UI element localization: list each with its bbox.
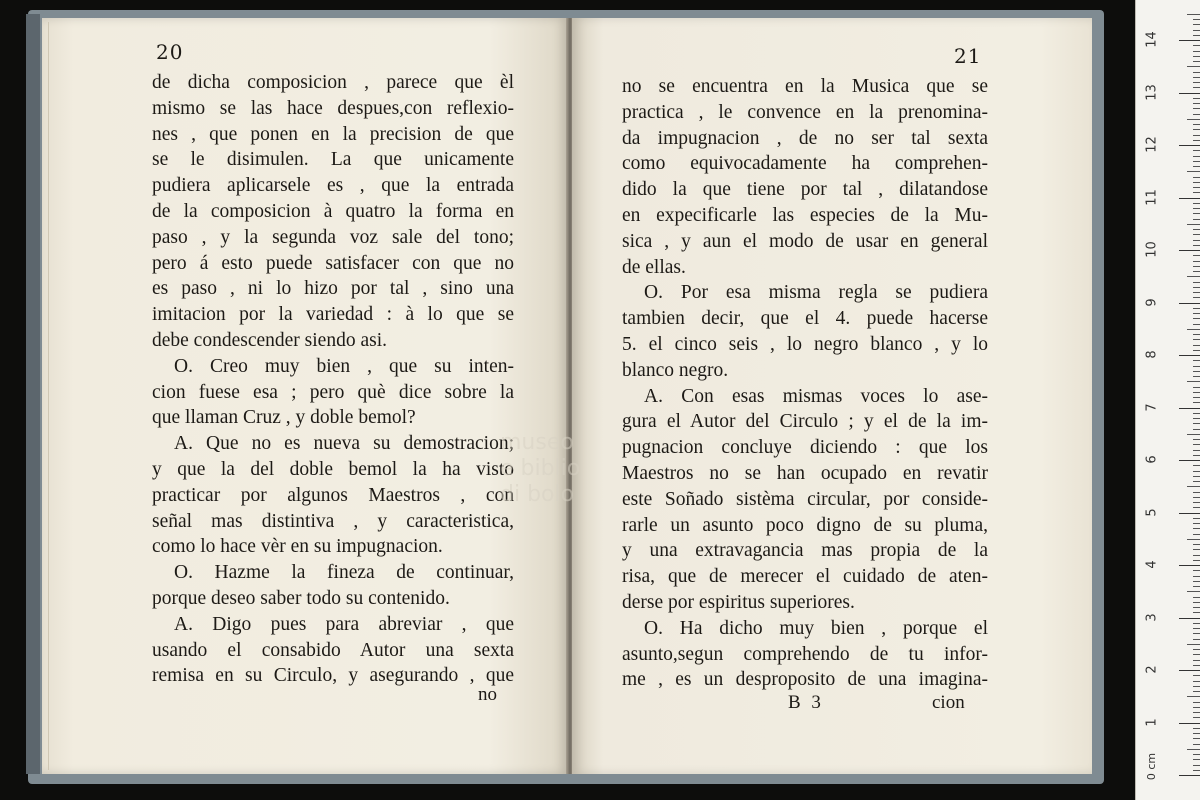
page-text bbox=[622, 74, 988, 693]
ruler-tick bbox=[1193, 681, 1200, 682]
ruler-tick bbox=[1193, 245, 1200, 246]
ruler-label: 7 bbox=[1144, 402, 1160, 412]
ruler-tick bbox=[1193, 770, 1200, 771]
ruler-tick bbox=[1193, 182, 1200, 183]
text-line: practica , le convence en la prenomina- bbox=[622, 101, 988, 123]
ruler-tick bbox=[1193, 570, 1200, 571]
ruler-tick bbox=[1193, 534, 1200, 535]
ruler-tick bbox=[1193, 392, 1200, 393]
ruler-tick bbox=[1193, 759, 1200, 760]
text-line: remisa en su Circulo, y asegurando , que bbox=[152, 665, 514, 687]
text-line: risa, que de merecer el cuidado de aten- bbox=[622, 566, 988, 588]
catchword: cion bbox=[932, 692, 965, 713]
ruler-tick bbox=[1193, 612, 1200, 613]
text-line: pero á esto puede satisfacer con que no bbox=[152, 252, 514, 274]
ruler-tick bbox=[1193, 77, 1200, 78]
ruler-tick bbox=[1193, 481, 1200, 482]
text-line: O. Hazme la fineza de continuar, bbox=[174, 562, 514, 584]
page-number: 20 bbox=[156, 40, 184, 64]
ruler-tick bbox=[1193, 24, 1200, 25]
text-line: blanco negro. bbox=[622, 359, 729, 381]
ruler-tick bbox=[1193, 387, 1200, 388]
ruler-tick bbox=[1193, 633, 1200, 634]
ruler-tick bbox=[1193, 255, 1200, 256]
text-line: A. Digo pues para abreviar , que bbox=[174, 613, 514, 635]
ruler-tick bbox=[1187, 66, 1200, 67]
text-line: cion fuese esa ; pero què dice sobre la bbox=[152, 381, 514, 403]
ruler-tick bbox=[1193, 360, 1200, 361]
ruler-label: 13 bbox=[1144, 83, 1160, 101]
ruler-tick bbox=[1179, 40, 1200, 41]
ruler-tick bbox=[1193, 502, 1200, 503]
ruler-tick bbox=[1193, 292, 1200, 293]
watermark-line: e biblio bbox=[500, 456, 581, 481]
ruler-tick bbox=[1179, 145, 1200, 146]
measurement-ruler bbox=[1135, 0, 1200, 800]
ruler-label: 5 bbox=[1144, 507, 1160, 517]
ruler-tick bbox=[1193, 156, 1200, 157]
ruler-tick bbox=[1193, 129, 1200, 130]
ruler-tick bbox=[1193, 124, 1200, 125]
ruler-tick bbox=[1193, 744, 1200, 745]
text-line: A. Con esas mismas voces lo ase- bbox=[644, 385, 988, 407]
ruler-tick bbox=[1193, 318, 1200, 319]
text-line: y que la del doble bemol la ha visto bbox=[152, 458, 514, 480]
ruler-tick bbox=[1187, 434, 1200, 435]
ruler-tick bbox=[1193, 208, 1200, 209]
ruler-tick bbox=[1193, 555, 1200, 556]
ruler-tick bbox=[1179, 723, 1200, 724]
ruler-tick bbox=[1193, 187, 1200, 188]
ruler-tick bbox=[1179, 565, 1200, 566]
ruler-tick bbox=[1193, 166, 1200, 167]
ruler-tick bbox=[1193, 51, 1200, 52]
ruler-label: 3 bbox=[1144, 612, 1160, 622]
ruler-tick bbox=[1193, 350, 1200, 351]
ruler-tick bbox=[1187, 486, 1200, 487]
ruler-tick bbox=[1193, 72, 1200, 73]
ruler-tick bbox=[1193, 61, 1200, 62]
ruler-tick bbox=[1193, 660, 1200, 661]
ruler-tick bbox=[1193, 465, 1200, 466]
ruler-tick bbox=[1193, 108, 1200, 109]
ruler-tick bbox=[1193, 82, 1200, 83]
text-line: O. Creo muy bien , que su inten- bbox=[174, 355, 514, 377]
ruler-tick bbox=[1187, 644, 1200, 645]
text-line: que llaman Cruz , y doble bemol? bbox=[152, 407, 416, 429]
text-line: de ellas. bbox=[622, 256, 686, 278]
ruler-tick bbox=[1193, 439, 1200, 440]
ruler-tick bbox=[1193, 707, 1200, 708]
ruler-tick bbox=[1193, 219, 1200, 220]
ruler-tick bbox=[1193, 234, 1200, 235]
ruler-tick bbox=[1193, 497, 1200, 498]
text-line: este Soñado sistèma circular, por conside- bbox=[622, 488, 988, 510]
ruler-tick bbox=[1193, 371, 1200, 372]
ruler-tick bbox=[1193, 576, 1200, 577]
ruler-tick bbox=[1187, 14, 1200, 15]
ruler-tick bbox=[1193, 675, 1200, 676]
text-line: pudiera aplicarsele es , que la entrada bbox=[152, 175, 514, 197]
ruler-tick bbox=[1179, 618, 1200, 619]
ruler-tick bbox=[1193, 738, 1200, 739]
ruler-tick bbox=[1187, 276, 1200, 277]
ruler-tick bbox=[1187, 539, 1200, 540]
ruler-tick bbox=[1193, 229, 1200, 230]
ruler-tick bbox=[1193, 308, 1200, 309]
ruler-tick bbox=[1193, 140, 1200, 141]
watermark bbox=[500, 430, 630, 508]
ruler-tick bbox=[1193, 345, 1200, 346]
ruler-tick bbox=[1193, 192, 1200, 193]
ruler-tick bbox=[1193, 56, 1200, 57]
ruler-tick bbox=[1193, 339, 1200, 340]
ruler-tick bbox=[1193, 712, 1200, 713]
ruler-tick bbox=[1193, 544, 1200, 545]
ruler-tick bbox=[1193, 607, 1200, 608]
ruler-tick bbox=[1179, 250, 1200, 251]
ruler-tick bbox=[1193, 366, 1200, 367]
ruler-tick bbox=[1193, 717, 1200, 718]
ruler-tick bbox=[1193, 103, 1200, 104]
ruler-tick bbox=[1193, 560, 1200, 561]
page-number: 21 bbox=[954, 44, 982, 68]
ruler-tick bbox=[1179, 303, 1200, 304]
ruler-tick bbox=[1193, 161, 1200, 162]
ruler-tick bbox=[1187, 119, 1200, 120]
text-line: me , es un desproposito de una imagina- bbox=[622, 669, 988, 691]
ruler-tick bbox=[1193, 35, 1200, 36]
ruler-tick bbox=[1193, 549, 1200, 550]
text-line: paso , y la segunda voz sale del tono; bbox=[152, 226, 514, 248]
ruler-tick bbox=[1179, 408, 1200, 409]
ruler-tick bbox=[1193, 213, 1200, 214]
text-line: derse por espiritus superiores. bbox=[622, 591, 855, 613]
page-edges bbox=[48, 22, 65, 770]
ruler-tick bbox=[1179, 460, 1200, 461]
ruler-tick bbox=[1193, 691, 1200, 692]
ruler-tick bbox=[1187, 749, 1200, 750]
ruler-tick bbox=[1193, 444, 1200, 445]
ruler-tick bbox=[1193, 297, 1200, 298]
ruler-tick bbox=[1193, 261, 1200, 262]
ruler-tick bbox=[1187, 171, 1200, 172]
ruler-tick bbox=[1193, 413, 1200, 414]
ruler-tick bbox=[1187, 329, 1200, 330]
text-line: Maestros no se han ocupado en revatir bbox=[622, 462, 988, 484]
ruler-tick bbox=[1187, 381, 1200, 382]
page-text bbox=[152, 70, 514, 689]
ruler-tick bbox=[1193, 87, 1200, 88]
watermark-line: museo bbox=[500, 430, 574, 455]
text-line: da impugnacion , de no ser tal sexta bbox=[622, 127, 988, 149]
ruler-tick bbox=[1193, 492, 1200, 493]
text-line: mismo se las hace despues,con reflexio- bbox=[152, 97, 514, 119]
ruler-tick bbox=[1193, 649, 1200, 650]
ruler-tick bbox=[1193, 754, 1200, 755]
ruler-tick bbox=[1193, 271, 1200, 272]
text-line: tambien decir, que el 4. puede hacerse bbox=[622, 308, 988, 330]
ruler-tick bbox=[1193, 150, 1200, 151]
ruler-tick bbox=[1179, 670, 1200, 671]
ruler-tick bbox=[1193, 507, 1200, 508]
text-line: usando el consabido Autor una sexta bbox=[152, 639, 514, 661]
text-line: O. Ha dicho muy bien , porque el bbox=[644, 617, 988, 639]
ruler-tick bbox=[1193, 334, 1200, 335]
ruler-tick bbox=[1193, 423, 1200, 424]
text-line: practicar por algunos Maestros , con bbox=[152, 484, 514, 506]
right-page bbox=[572, 18, 1092, 774]
ruler-tick bbox=[1193, 45, 1200, 46]
text-line: gura el Autor del Circulo ; y el de la im- bbox=[622, 411, 988, 433]
ruler-label: 9 bbox=[1144, 297, 1160, 307]
ruler-label: 12 bbox=[1144, 136, 1160, 153]
text-line: señal mas distintiva , y caracteristica, bbox=[152, 510, 514, 532]
ruler-tick bbox=[1179, 198, 1200, 199]
ruler-tick bbox=[1179, 513, 1200, 514]
ruler-tick bbox=[1193, 518, 1200, 519]
ruler-label: 10 bbox=[1144, 241, 1160, 258]
text-line: asunto,segun comprehendo de tu infor- bbox=[622, 643, 988, 665]
ruler-tick bbox=[1193, 324, 1200, 325]
ruler-tick bbox=[1193, 623, 1200, 624]
ruler-label: 1 bbox=[1144, 717, 1160, 727]
ruler-label: 4 bbox=[1144, 560, 1160, 569]
signature-mark: B 3 bbox=[788, 692, 824, 713]
ruler-tick bbox=[1193, 418, 1200, 419]
ruler-tick bbox=[1187, 591, 1200, 592]
text-line: como lo hace vèr en su impugnacion. bbox=[152, 536, 443, 558]
ruler-tick bbox=[1193, 135, 1200, 136]
ruler-tick bbox=[1193, 313, 1200, 314]
watermark-line: di bolo bbox=[500, 482, 575, 507]
text-line: de dicha composicion , parece que èl bbox=[152, 72, 514, 93]
ruler-tick bbox=[1193, 376, 1200, 377]
ruler-tick bbox=[1193, 476, 1200, 477]
ruler-tick bbox=[1193, 19, 1200, 20]
text-line: A. Que no es nueva su demostracion; bbox=[174, 433, 514, 455]
text-line: debe condescender siendo asi. bbox=[152, 329, 387, 351]
ruler-tick bbox=[1193, 240, 1200, 241]
text-line: rarle un asunto poco digno de su pluma, bbox=[622, 514, 988, 536]
text-line: es paso , ni lo hizo por tal , sino una bbox=[152, 278, 514, 300]
ruler-label: 6 bbox=[1144, 455, 1160, 464]
ruler-tick bbox=[1193, 602, 1200, 603]
ruler-tick bbox=[1193, 528, 1200, 529]
ruler-tick bbox=[1179, 775, 1200, 776]
ruler-unit: 0 cm bbox=[1145, 752, 1159, 781]
text-line: nes , que ponen en la precision de que bbox=[152, 123, 514, 145]
ruler-label: 8 bbox=[1144, 350, 1160, 359]
text-line: sica , y aun el modo de usar en general bbox=[622, 230, 988, 252]
catchword: no bbox=[478, 684, 497, 705]
ruler-tick bbox=[1193, 177, 1200, 178]
ruler-tick bbox=[1193, 586, 1200, 587]
ruler-tick bbox=[1193, 686, 1200, 687]
text-line: imitacion por la variedad : à lo que se bbox=[152, 304, 514, 326]
ruler-tick bbox=[1193, 287, 1200, 288]
text-line: de la composicion à quatro la forma en bbox=[152, 200, 514, 222]
text-line: 5. el cinco seis , lo negro blanco , y lo bbox=[622, 333, 988, 355]
ruler-tick bbox=[1193, 203, 1200, 204]
ruler-tick bbox=[1193, 581, 1200, 582]
text-line: dido la que tiene por tal , dilatandose bbox=[622, 179, 988, 201]
ruler-tick bbox=[1193, 728, 1200, 729]
ruler-tick bbox=[1193, 665, 1200, 666]
ruler-tick bbox=[1193, 702, 1200, 703]
left-page bbox=[42, 18, 568, 774]
ruler-tick bbox=[1193, 639, 1200, 640]
ruler-tick bbox=[1193, 628, 1200, 629]
ruler-tick bbox=[1193, 429, 1200, 430]
ruler-tick bbox=[1193, 455, 1200, 456]
book-spine-edge bbox=[26, 14, 40, 774]
ruler-tick bbox=[1193, 114, 1200, 115]
text-line: no se encuentra en la Musica que se bbox=[622, 76, 988, 97]
ruler-tick bbox=[1187, 224, 1200, 225]
ruler-tick bbox=[1193, 30, 1200, 31]
ruler-tick bbox=[1179, 93, 1200, 94]
ruler-label: 2 bbox=[1144, 665, 1160, 674]
ruler-tick bbox=[1193, 765, 1200, 766]
ruler-tick bbox=[1193, 450, 1200, 451]
ruler-tick bbox=[1193, 402, 1200, 403]
text-line: O. Por esa misma regla se pudiera bbox=[644, 282, 988, 304]
ruler-tick bbox=[1193, 397, 1200, 398]
text-line: pugnacion concluye diciendo : que los bbox=[622, 437, 988, 459]
ruler-tick bbox=[1193, 597, 1200, 598]
ruler-tick bbox=[1187, 696, 1200, 697]
ruler-tick bbox=[1193, 523, 1200, 524]
ruler-tick bbox=[1193, 282, 1200, 283]
text-line: en expecificarle las especies de la Mu- bbox=[622, 204, 988, 226]
ruler-tick bbox=[1193, 733, 1200, 734]
ruler-label: 14 bbox=[1144, 31, 1160, 48]
ruler-tick bbox=[1179, 355, 1200, 356]
text-line: se le disimulen. La que unicamente bbox=[152, 149, 514, 171]
ruler-tick bbox=[1193, 98, 1200, 99]
ruler-tick bbox=[1193, 266, 1200, 267]
ruler-tick bbox=[1193, 471, 1200, 472]
ruler-label: 11 bbox=[1144, 188, 1160, 206]
text-line: como equivocadamente ha comprehen- bbox=[622, 153, 988, 175]
text-line: porque deseo saber todo su contenido. bbox=[152, 587, 450, 609]
text-line: y una extravagancia mas propia de la bbox=[622, 540, 988, 562]
ruler-tick bbox=[1193, 654, 1200, 655]
